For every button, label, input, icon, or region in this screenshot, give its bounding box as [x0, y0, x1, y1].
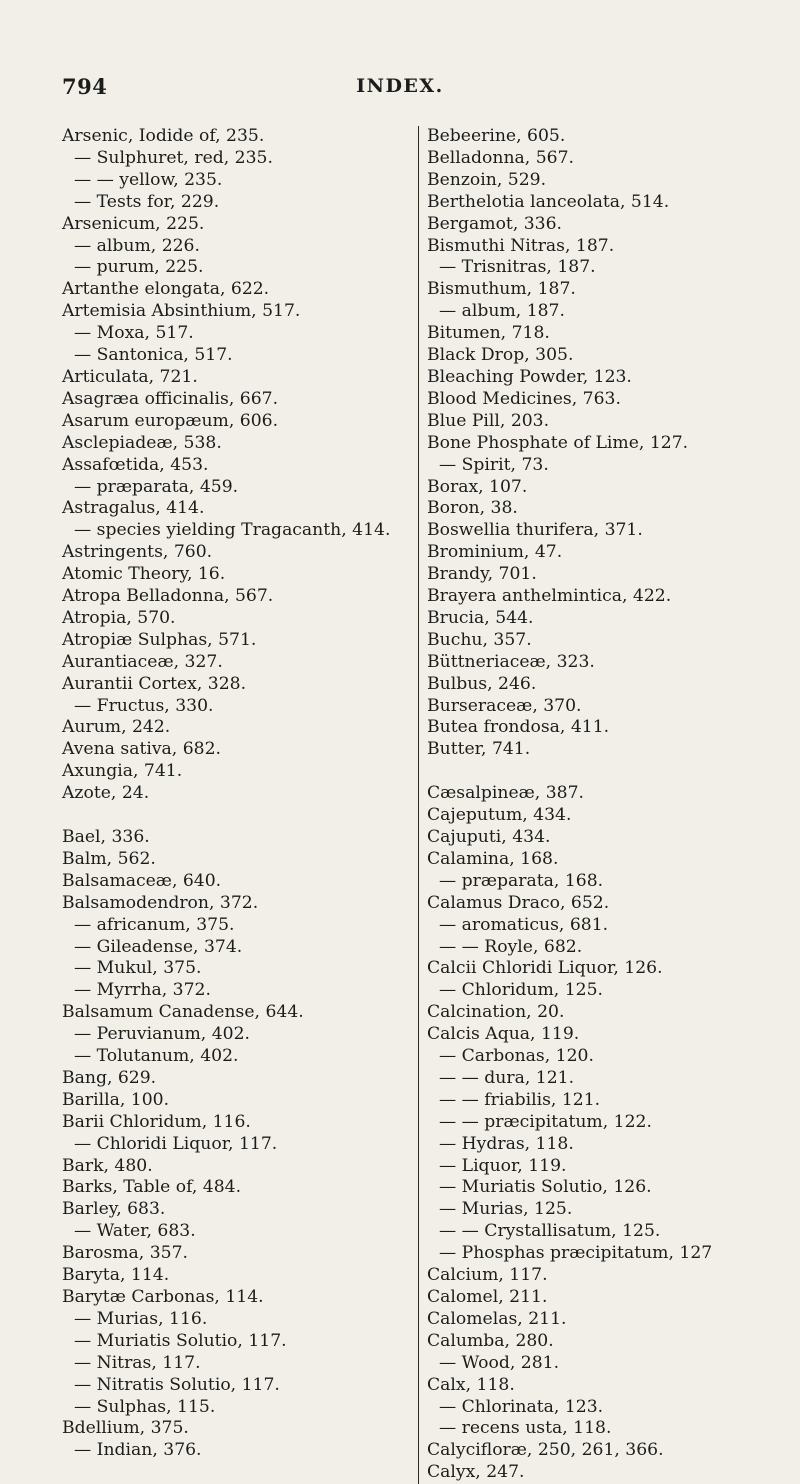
- index-subentry: — Nitras, 117.: [74, 1352, 201, 1373]
- index-entry: Bismuthum, 187.: [427, 279, 576, 300]
- index-subentry: — Tolutanum, 402.: [74, 1046, 239, 1067]
- index-entry: Asagræa officinalis, 667.: [62, 388, 279, 409]
- index-entry: Astragalus, 414.: [62, 498, 205, 519]
- index-subentry: — aromaticus, 681.: [439, 914, 609, 935]
- index-entry: Calamina, 168.: [427, 848, 559, 869]
- index-entry: Calx, 118.: [427, 1374, 515, 1395]
- index-subentry: — Gileadense, 374.: [74, 936, 243, 957]
- index-entry: Barks, Table of, 484.: [62, 1177, 242, 1198]
- index-subentry: — Trisnitras, 187.: [439, 257, 596, 278]
- index-subentry: — Tests for, 229.: [74, 191, 220, 212]
- index-entry: Calcii Chloridi Liquor, 126.: [427, 958, 663, 979]
- index-entry: Cajuputi, 434.: [427, 826, 551, 847]
- index-entry: Belladonna, 567.: [427, 147, 574, 168]
- index-column-left: [62, 126, 422, 1462]
- index-entry: Balsamum Canadense, 644.: [62, 1002, 304, 1023]
- index-entry: Barilla, 100.: [62, 1089, 170, 1110]
- index-subentry: — Peruvianum, 402.: [74, 1024, 250, 1045]
- index-entry: Baryta, 114.: [62, 1265, 170, 1286]
- index-entry: Brominium, 47.: [427, 542, 563, 563]
- index-entry: Calumba, 280.: [427, 1330, 554, 1351]
- index-subentry: — Chloridi Liquor, 117.: [74, 1133, 278, 1154]
- index-entry: Black Drop, 305.: [427, 345, 574, 366]
- index-subentry: — Indian, 376.: [74, 1440, 202, 1461]
- running-head: INDEX.: [356, 75, 444, 97]
- index-entry: Burseraceæ, 370.: [427, 695, 582, 716]
- index-subentry: — Muriatis Solutio, 117.: [74, 1330, 287, 1351]
- index-entry: Azote, 24.: [62, 783, 150, 804]
- index-entry: Calcination, 20.: [427, 1002, 565, 1023]
- index-subentry: — Hydras, 118.: [439, 1133, 574, 1154]
- index-entry: Brandy, 701.: [427, 564, 537, 585]
- index-subentry: — Murias, 116.: [74, 1308, 208, 1329]
- index-subentry: — Fructus, 330.: [74, 695, 214, 716]
- index-subentry: — Phosphas præcipitatum, 127: [439, 1243, 713, 1264]
- index-subentry: — Water, 683.: [74, 1221, 196, 1242]
- index-subentry: — præparata, 168.: [439, 870, 604, 891]
- index-entry: Bone Phosphate of Lime, 127.: [427, 432, 689, 453]
- index-entry: Buchu, 357.: [427, 629, 532, 650]
- index-entry: Cæsalpineæ, 387.: [427, 783, 584, 804]
- index-entry: Calomel, 211.: [427, 1287, 548, 1308]
- index-subentry: — Sulphas, 115.: [74, 1396, 216, 1417]
- index-subentry: — — præcipitatum, 122.: [439, 1111, 652, 1132]
- index-entry: Calamus Draco, 652.: [427, 892, 610, 913]
- index-entry: Atropia, 570.: [62, 607, 176, 628]
- index-entry: Brayera anthelmintica, 422.: [427, 586, 672, 607]
- index-entry: Calomelas, 211.: [427, 1308, 567, 1329]
- index-entry: Balm, 562.: [62, 848, 156, 869]
- index-subentry: — — Royle, 682.: [439, 936, 583, 957]
- index-entry: Calcis Aqua, 119.: [427, 1024, 580, 1045]
- index-entry: Assafœtida, 453.: [62, 454, 209, 475]
- index-subentry: — Wood, 281.: [439, 1352, 560, 1373]
- index-subentry: — Chlorinata, 123.: [439, 1396, 604, 1417]
- index-subentry: — — friabilis, 121.: [439, 1089, 601, 1110]
- index-entry: Boron, 38.: [427, 498, 518, 519]
- index-entry: Bebeerine, 605.: [427, 126, 566, 146]
- index-subentry: — Mukul, 375.: [74, 958, 202, 979]
- index-entry: Berthelotia lanceolata, 514.: [427, 191, 670, 212]
- index-entry: Barosma, 357.: [62, 1243, 189, 1264]
- index-subentry: — species yielding Tragacanth, 414.: [74, 520, 391, 541]
- index-entry: Artanthe elongata, 622.: [62, 279, 270, 300]
- index-subentry: — Muriatis Solutio, 126.: [439, 1177, 652, 1198]
- index-subentry: — album, 226.: [74, 235, 200, 256]
- index-column-right: [418, 126, 799, 1484]
- index-entry: Axungia, 741.: [62, 761, 183, 782]
- index-entry: Büttneriaceæ, 323.: [427, 651, 595, 672]
- index-subentry: — album, 187.: [439, 301, 565, 322]
- index-entry: Blue Pill, 203.: [427, 410, 550, 431]
- index-entry: Bismuthi Nitras, 187.: [427, 235, 615, 256]
- index-subentry: — Chloridum, 125.: [439, 980, 603, 1001]
- index-entry-list: [62, 126, 422, 1462]
- index-entry: Barley, 683.: [62, 1199, 166, 1220]
- index-subentry: — Nitratis Solutio, 117.: [74, 1374, 280, 1395]
- index-subentry: — purum, 225.: [74, 257, 204, 278]
- index-entry: Arsenicum, 225.: [62, 213, 205, 234]
- index-entry: Arsenic, Iodide of, 235.: [62, 126, 265, 146]
- index-entry: Bleaching Powder, 123.: [427, 366, 632, 387]
- index-entry: Blood Medicines, 763.: [427, 388, 621, 409]
- index-entry: Atropa Belladonna, 567.: [62, 586, 274, 607]
- index-entry: Bulbus, 246.: [427, 673, 537, 694]
- index-entry: Butter, 741.: [427, 739, 531, 760]
- section-gap: [62, 805, 422, 827]
- index-subentry: — — Crystallisatum, 125.: [439, 1221, 661, 1242]
- index-subentry: — Spirit, 73.: [439, 454, 549, 475]
- index-entry: Asarum europæum, 606.: [62, 410, 279, 431]
- index-entry: Astringents, 760.: [62, 542, 213, 563]
- index-entry: Bael, 336.: [62, 826, 150, 847]
- index-entry: Bang, 629.: [62, 1067, 157, 1088]
- index-entry: Asclepiadeæ, 538.: [62, 432, 222, 453]
- index-entry: Aurantiaceæ, 327.: [62, 651, 223, 672]
- index-entry: Bitumen, 718.: [427, 323, 550, 344]
- index-entry: Benzoin, 529.: [427, 169, 547, 190]
- index-subentry: — — yellow, 235.: [74, 169, 223, 190]
- index-entry: Balsamodendron, 372.: [62, 892, 259, 913]
- index-entry: Boswellia thurifera, 371.: [427, 520, 643, 541]
- index-entry: Cajeputum, 434.: [427, 805, 572, 826]
- index-entry: Calcium, 117.: [427, 1265, 548, 1286]
- index-entry: Atomic Theory, 16.: [62, 564, 226, 585]
- section-gap: [427, 761, 799, 783]
- index-subentry: — — dura, 121.: [439, 1067, 575, 1088]
- page-header: [0, 74, 800, 114]
- index-entry: Barii Chloridum, 116.: [62, 1111, 251, 1132]
- page-number: 794: [62, 74, 108, 99]
- index-subentry: — Santonica, 517.: [74, 345, 233, 366]
- index-subentry: — Myrrha, 372.: [74, 980, 211, 1001]
- index-entry-list: [419, 126, 799, 1484]
- index-entry: Butea frondosa, 411.: [427, 717, 610, 738]
- index-entry: Bergamot, 336.: [427, 213, 563, 234]
- index-subentry: — recens usta, 118.: [439, 1418, 612, 1439]
- index-entry: Brucia, 544.: [427, 607, 534, 628]
- index-entry: Borax, 107.: [427, 476, 528, 497]
- index-subentry: — Murias, 125.: [439, 1199, 573, 1220]
- index-entry: Aurum, 242.: [62, 717, 171, 738]
- index-entry: Barytæ Carbonas, 114.: [62, 1287, 264, 1308]
- index-entry: Avena sativa, 682.: [62, 739, 222, 760]
- index-entry: Bdellium, 375.: [62, 1418, 189, 1439]
- index-entry: Bark, 480.: [62, 1155, 153, 1176]
- index-subentry: — Moxa, 517.: [74, 323, 194, 344]
- index-entry: Atropiæ Sulphas, 571.: [62, 629, 257, 650]
- index-entry: Aurantii Cortex, 328.: [62, 673, 247, 694]
- index-subentry: — Carbonas, 120.: [439, 1046, 594, 1067]
- index-entry: Artemisia Absinthium, 517.: [62, 301, 301, 322]
- index-subentry: — Liquor, 119.: [439, 1155, 567, 1176]
- index-subentry: — præparata, 459.: [74, 476, 239, 497]
- index-subentry: — Sulphuret, red, 235.: [74, 147, 273, 168]
- index-subentry: — africanum, 375.: [74, 914, 235, 935]
- index-entry: Calyx, 247.: [427, 1462, 525, 1483]
- index-entry: Calycifloræ, 250, 261, 366.: [427, 1440, 664, 1461]
- index-entry: Balsamaceæ, 640.: [62, 870, 222, 891]
- index-entry: Articulata, 721.: [62, 366, 198, 387]
